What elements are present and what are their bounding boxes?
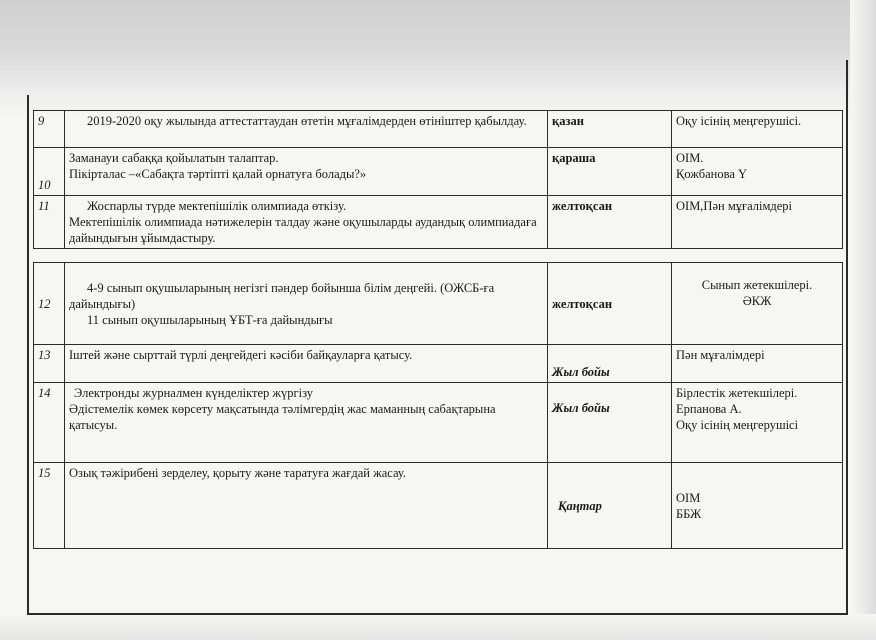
page-frame-left	[27, 95, 29, 615]
event-text: Пікірталас –«Сабақта тәртіпті қалай орнатуға болады?»	[69, 167, 367, 181]
responsible-text: ОІМ,Пән мұғалімдері	[676, 199, 793, 213]
event-cell	[65, 111, 548, 148]
table-row	[34, 345, 843, 383]
responsible-text: ОІМ.	[676, 151, 704, 165]
date-cell: желтоқсан	[548, 196, 672, 249]
responsible-text: ББЖ	[676, 506, 702, 521]
row-number: 12	[34, 263, 65, 345]
row-number: 13	[34, 345, 65, 383]
responsible-cell	[672, 111, 843, 148]
event-cell	[65, 383, 548, 463]
event-text: Іштей және сырттай түрлі деңгейдегі кәсіби байқауларға қатысу.	[69, 348, 413, 362]
table-row	[34, 263, 843, 345]
date-cell: қараша	[548, 148, 672, 196]
responsible-cell	[672, 263, 843, 345]
table-row	[34, 111, 843, 148]
responsible-cell	[672, 383, 843, 463]
event-text: Мектепішілік олимпиада нәтижелерін талдау және оқушыларды аудандық олимпиадаға дайындығын ұйымдастыру.	[69, 215, 537, 245]
scan-shadow-right	[850, 0, 876, 640]
responsible-text: Пән мұғалімдері	[676, 348, 765, 362]
plan-table-top	[33, 110, 843, 249]
plan-table-bottom	[33, 262, 843, 549]
event-text: 4-9 сынып оқушыларының негізгі пәндер бойынша білім деңгейі. (ОЖСБ-ға дайындығы)	[69, 280, 495, 311]
responsible-text: Қожбанова Ү	[676, 167, 748, 181]
date-cell: қазан	[548, 111, 672, 148]
event-text: Әдістемелік көмек көрсету мақсатында тәлімгердің жас маманның сабақтарына қатысуы.	[69, 402, 496, 432]
event-text: Заманауи сабаққа қойылатын талаптар.	[69, 151, 279, 165]
date-cell: Жыл бойы	[548, 345, 672, 383]
row-number: 11	[34, 196, 65, 249]
responsible-cell	[672, 148, 843, 196]
row-number: 15	[34, 463, 65, 549]
event-cell	[65, 263, 548, 345]
date-cell: желтоқсан	[548, 263, 672, 345]
responsible-text: Бірлестік жетекшілері.	[676, 386, 798, 400]
event-text: 11 сынып оқушыларының ҰБТ-ға дайындығы	[87, 312, 333, 327]
row-number: 9	[34, 111, 65, 148]
scan-shadow-top	[0, 0, 876, 118]
responsible-text: Оқу ісінің меңгерушісі.	[676, 114, 802, 128]
event-cell	[65, 148, 548, 196]
table-row	[34, 148, 843, 196]
date-cell: Қаңтар	[548, 463, 672, 549]
event-cell	[65, 345, 548, 383]
table-row	[34, 196, 843, 249]
event-cell	[65, 196, 548, 249]
table-row	[34, 463, 843, 549]
event-cell	[65, 463, 548, 549]
event-text: 2019-2020 оқу жылында аттестаттаудан өтетін мұғалімдерден өтініштер қабылдау.	[87, 114, 527, 128]
responsible-cell	[672, 345, 843, 383]
date-cell: Жыл бойы	[548, 383, 672, 463]
responsible-cell	[672, 463, 843, 549]
responsible-text: ӘКЖ	[742, 294, 772, 308]
row-number: 14	[34, 383, 65, 463]
responsible-cell	[672, 196, 843, 249]
responsible-text: Сынып жетекшілері.	[701, 278, 813, 292]
row-number: 10	[34, 148, 65, 196]
responsible-text: Оқу ісінің меңгерушісі	[676, 418, 799, 432]
event-text: Озық тәжірибені зерделеу, қорыту және таратуға жағдай жасау.	[69, 466, 406, 480]
responsible-text: ОІМ	[676, 490, 701, 505]
responsible-text: Ерпанова А.	[676, 402, 742, 416]
page-frame-bottom	[27, 613, 847, 615]
table-row	[34, 383, 843, 463]
scan-shadow-bottom	[0, 614, 876, 640]
page-frame-right	[846, 60, 848, 615]
event-text: Жоспарлы түрде мектепішілік олимпиада өткізу.	[87, 199, 347, 213]
event-text: Электронды журналмен күнделіктер жүргізу	[74, 386, 314, 400]
